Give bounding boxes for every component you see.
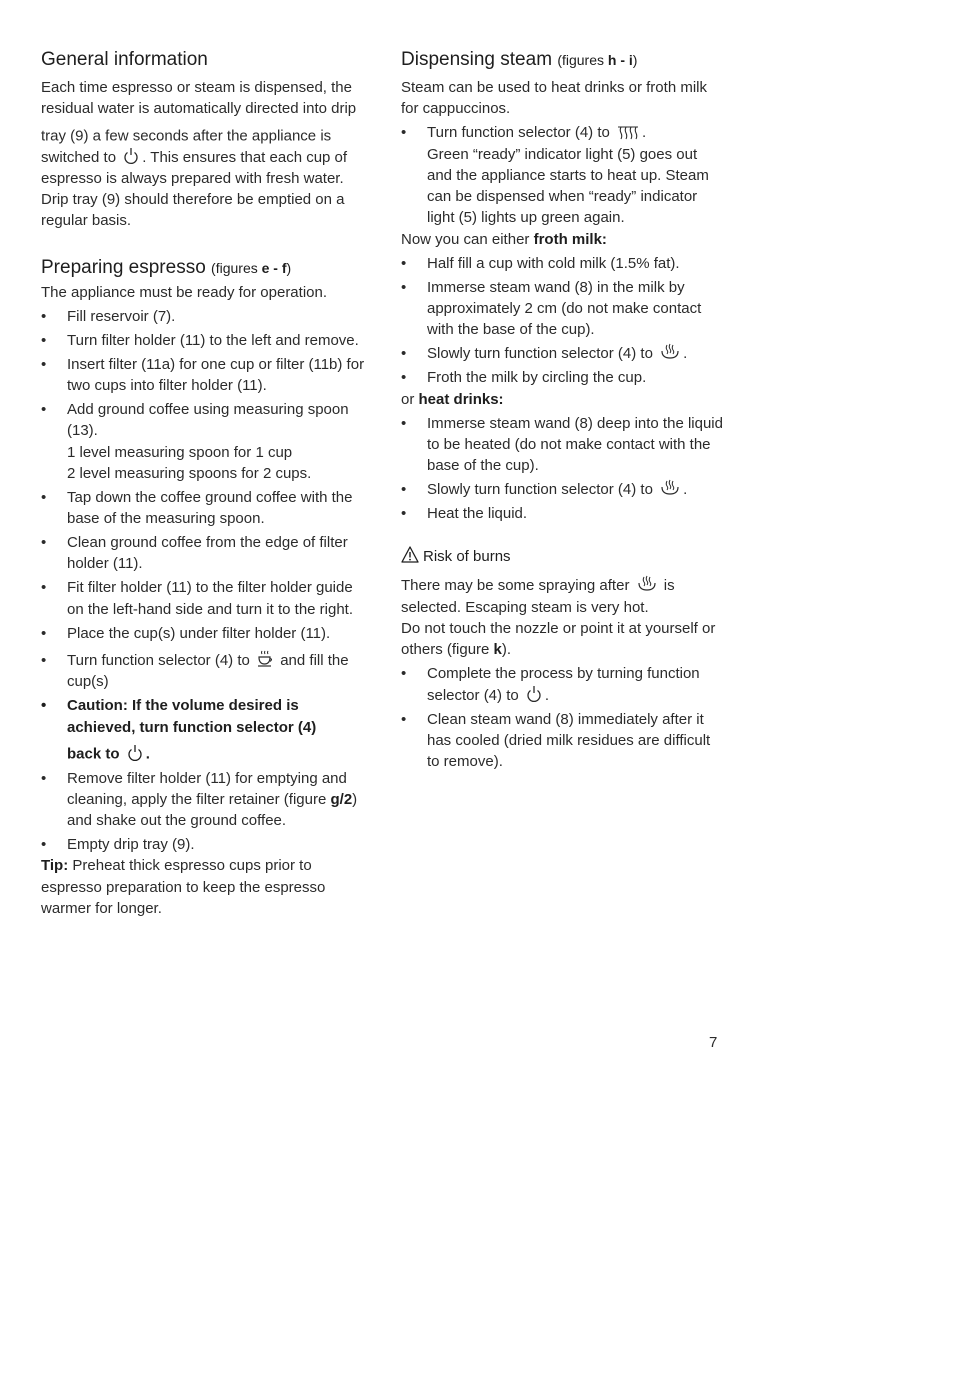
dispensing-steam-heading: Dispensing steam (figures h - i) [401,49,638,70]
list-item: • Froth the milk by circling the cup. [401,367,726,388]
list-item: • Turn filter holder (11) to the left and remove. [41,330,371,351]
list-item: • Turn function selector (4) to and fill the cup(s) [41,650,371,693]
heat-drinks-list [401,413,726,525]
list-item: • Insert filter (11a) for one cup or filter (11b) for two cups into filter holder (11). [41,354,371,397]
figure-reference: (figures e - f) [211,259,292,276]
steam-steps-list [401,122,726,228]
steam-intro: Steam can be used to heat drinks or froth milk for cappuccinos. [401,79,707,118]
power-icon [123,147,139,165]
page-number: 7 [709,1034,718,1051]
list-item: • Immerse steam wand (8) in the milk by approximately 2 cm (do not make contact with the base of the cup). [401,277,726,341]
list-item: • Caution: If the volume desired is achieved, turn function selector (4) back to . [41,695,371,765]
list-item: • Slowly turn function selector (4) to . [401,479,726,500]
general-information-heading: General information [41,49,208,70]
figure-reference: (figures h - i) [557,52,638,68]
steam-release-icon [660,343,680,361]
list-item: • Empty drip tray (9). [41,834,371,855]
espresso-intro: The appliance must be ready for operation. [41,283,328,301]
or-text: or heat drinks: [401,390,504,408]
froth-milk-list [401,253,726,389]
espresso-steps-list [41,306,371,856]
preparing-espresso-heading: Preparing espresso (figures e - f) [41,256,292,278]
completion-list [401,663,726,772]
list-item: • Clean steam wand (8) immediately after it has cooled (dried milk residues are difficult to remove). [401,709,726,773]
list-item: • Slowly turn function selector (4) to . [401,343,726,364]
list-item: • Tap down the coffee ground coffee with the base of the measuring spoon. [41,487,371,530]
list-item: • Turn function selector (4) to . Green “ready” indicator light (5) goes out and the appliance starts to heat up. Steam can be dispensed when “ready” indicator light (5) lights up green again. [401,122,726,228]
list-item: • Fill reservoir (7). [41,306,371,327]
power-icon [127,744,143,762]
right-column [401,48,726,772]
left-column [41,48,371,919]
steam-release-icon [660,479,680,497]
tip-text: Tip: Preheat thick espresso cups prior to espresso preparation to keep the espresso warmer for longer. [41,857,326,918]
power-icon [526,685,542,703]
list-item: • Heat the liquid. [401,503,726,524]
list-item: • Complete the process by turning function selector (4) to . [401,663,726,706]
warning-text: There may be some spraying after is selected. Escaping steam is very hot. Do not touch the nozzle or point it at yourself or others (figure k). [401,577,716,659]
general-information-text: Each time espresso or steam is dispensed, the residual water is automatically directed into drip tray (9) a few seconds after the appliance is switched to . This ensures that each cup of espresso is always prepared with fresh water. Drip tray (9) should therefore be emptied on a regular basis. [41,79,357,230]
list-item: • Clean ground coffee from the edge of filter holder (11). [41,532,371,575]
cup-icon [257,650,273,668]
either-text: Now you can either froth milk: [401,230,607,248]
steam-heater-icon [617,122,639,140]
risk-of-burns-heading: Risk of burns [401,546,726,567]
list-item: • Add ground coffee using measuring spoon (13). 1 level measuring spoon for 1 cup 2 level measuring spoons for 2 cups. [41,399,371,484]
warning-triangle-icon [401,546,419,563]
steam-release-icon [637,575,657,593]
list-item: • Place the cup(s) under filter holder (11). [41,623,371,644]
list-item: • Remove filter holder (11) for emptying and cleaning, apply the filter retainer (figure g/2) and shake out the ground coffee. [41,768,371,832]
list-item: • Immerse steam wand (8) deep into the liquid to be heated (do not make contact with the base of the cup). [401,413,726,477]
list-item: • Fit filter holder (11) to the filter holder guide on the left-hand side and turn it to the right. [41,577,371,620]
list-item: • Half fill a cup with cold milk (1.5% fat). [401,253,726,274]
